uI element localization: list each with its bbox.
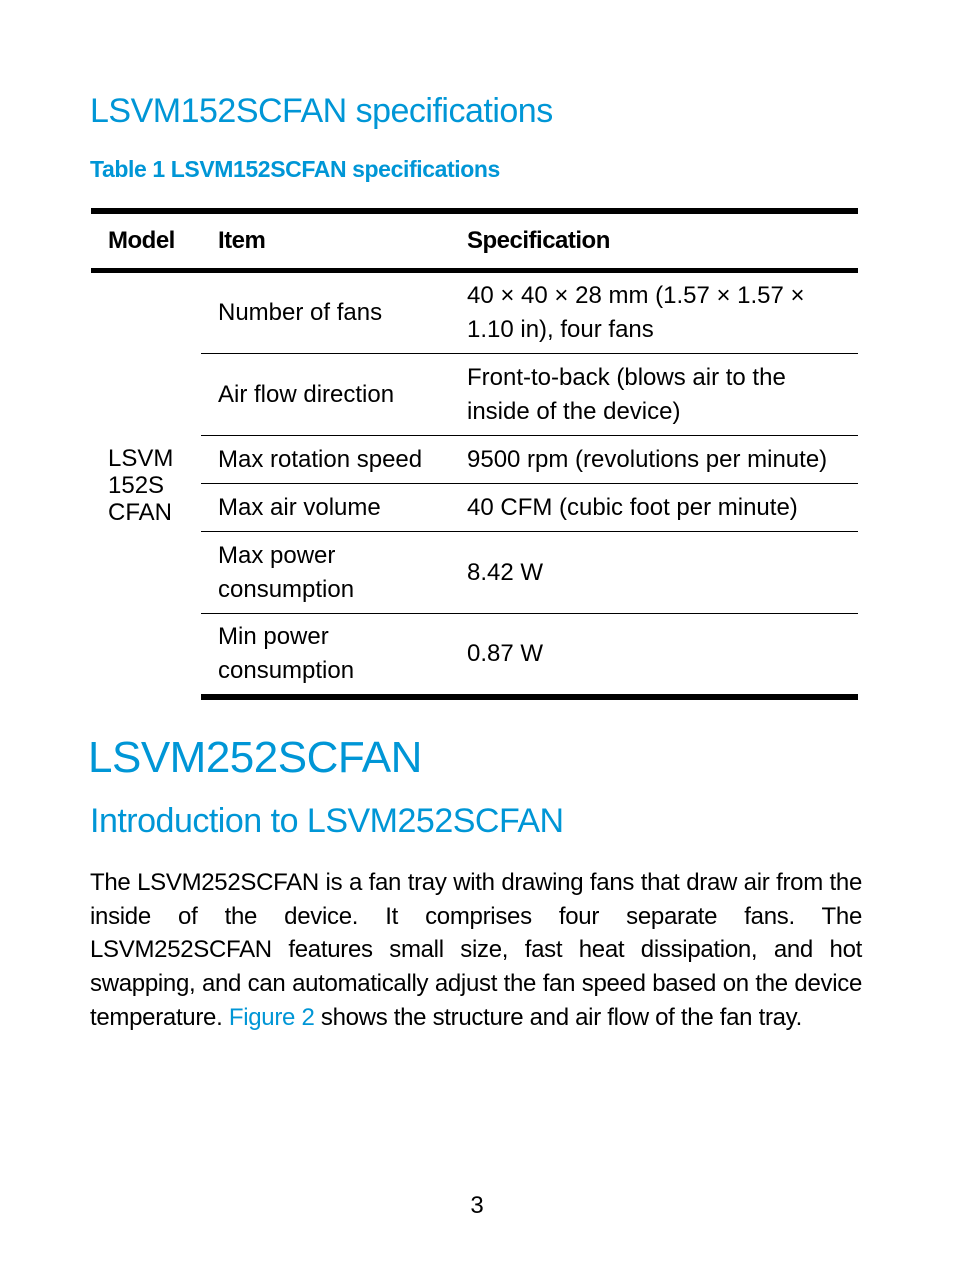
figure-link[interactable]: Figure 2 [228, 1003, 315, 1031]
item-cell: Air flow direction [201, 354, 450, 436]
table-header-row [91, 211, 858, 271]
header-item: Item [201, 211, 450, 271]
intro-paragraph [90, 866, 862, 1035]
item-cell: Max power consumption [201, 532, 450, 614]
model-line: LSVM [108, 444, 174, 472]
spec-cell: 40 × 40 × 28 mm (1.57 × 1.57 × 1.10 in), four fans [450, 271, 858, 354]
chapter-heading: LSVM252SCFAN [88, 733, 422, 782]
spec-table [91, 208, 858, 700]
spec-cell: 9500 rpm (revolutions per minute) [450, 436, 858, 484]
item-cell: Max air volume [201, 484, 450, 532]
paragraph-text: The LSVM252SCFAN is a fan tray with drawing fans that draw air from the inside of the device. It comprises four separate fans. The LSVM252SCFAN features small size, fast heat dissipation, and hot swapping, and can automatically adjust the fan speed based on the device temperature. [90, 869, 862, 1031]
spec-cell: 8.42 W [450, 532, 858, 614]
header-specification: Specification [450, 211, 858, 271]
model-line: CFAN [108, 498, 173, 526]
header-model: Model [91, 211, 201, 271]
spec-cell: Front-to-back (blows air to the inside of the device) [450, 354, 858, 436]
model-cell [91, 271, 201, 698]
model-line: 152S [108, 471, 165, 499]
section-heading: LSVM152SCFAN specifications [90, 92, 553, 130]
intro-heading: Introduction to LSVM252SCFAN [90, 802, 564, 840]
paragraph-text: shows the structure and air flow of the fan tray. [314, 1003, 802, 1031]
page-number: 3 [470, 1192, 484, 1219]
table-row [91, 614, 858, 698]
table-row [91, 436, 858, 484]
table-row [91, 484, 858, 532]
item-cell: Number of fans [201, 271, 450, 354]
item-cell: Max rotation speed [201, 436, 450, 484]
table-row [91, 354, 858, 436]
table-row [91, 271, 858, 354]
spec-cell: 40 CFM (cubic foot per minute) [450, 484, 858, 532]
item-cell: Min power consumption [201, 614, 450, 698]
table-row [91, 532, 858, 614]
spec-cell: 0.87 W [450, 614, 858, 698]
table-caption: Table 1 LSVM152SCFAN specifications [90, 156, 500, 182]
